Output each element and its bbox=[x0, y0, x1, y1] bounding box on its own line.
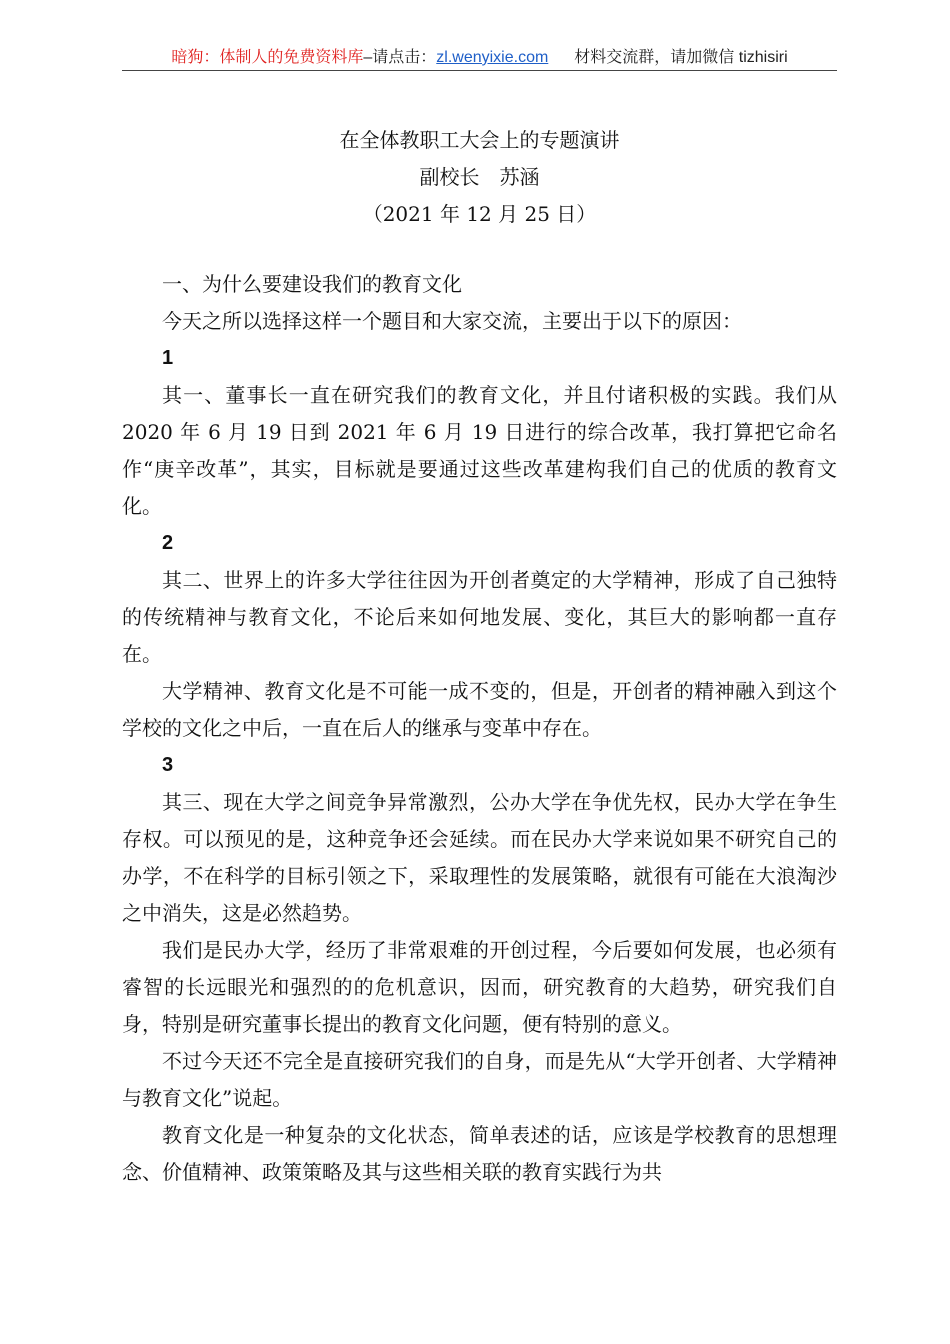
paragraph-definition: 教育文化是一种复杂的文化状态，简单表述的话，应该是学校教育的思想理念、价值精神、政策策略及其与这些相关联的教育实践行为共 bbox=[122, 1123, 837, 1184]
intro-paragraph: 今天之所以选择这样一个题目和大家交流，主要出于以下的原因： bbox=[162, 309, 742, 333]
paragraph-point-3: 其三、现在大学之间竞争异常激烈，公办大学在争优先权，民办大学在争生存权。可以预见的是，这种竞争还会延续。而在民办大学来说如果不研究自己的办学，不在科学的目标引领之下，采取理性的发展策略，就很有可能在大浪淘沙之中消失，这是必然趋势。 bbox=[122, 790, 837, 925]
point-number-1: 1 bbox=[162, 347, 174, 369]
paragraph-point-1: 其一、董事长一直在研究我们的教育文化，并且付诸积极的实践。我们从 2020 年 6 月 19 日到 2021 年 6 月 19 日进行的综合改革，我打算把它命名作“庚辛改革”，其实，目标就是要通过这些改革建构我们自己的优质的教育文化。 bbox=[122, 383, 837, 518]
header-rule bbox=[122, 70, 837, 71]
point-number-2: 2 bbox=[162, 532, 174, 554]
document-body bbox=[122, 266, 837, 1191]
header-right-text: 材料交流群，请加微信 tizhisiri bbox=[574, 49, 788, 66]
paragraph-point-3-cont: 我们是民办大学，经历了非常艰难的开创过程，今后要如何发展，也必须有睿智的长远眼光和强烈的的危机意识，因而，研究教育的大趋势，研究我们自身，特别是研究董事长提出的教育文化问题，便有特别的意义。 bbox=[122, 938, 837, 1036]
paragraph-point-2: 其二、世界上的许多大学往往因为开创者奠定的大学精神，形成了自己独特的传统精神与教育文化，不论后来如何地发展、变化，其巨大的影响都一直存在。 bbox=[122, 568, 837, 666]
header-url-link[interactable]: zl.wenyixie.com bbox=[436, 49, 549, 66]
header-brand: 暗狗：体制人的免费资料库 bbox=[171, 49, 364, 66]
paragraph-point-2-cont: 大学精神、教育文化是不可能一成不变的，但是，开创者的精神融入到这个学校的文化之中后，一直在后人的继承与变革中存在。 bbox=[122, 679, 837, 740]
header-click-prefix: –请点击： bbox=[363, 49, 437, 66]
section-heading: 一、为什么要建设我们的教育文化 bbox=[162, 272, 462, 296]
page-header bbox=[122, 46, 837, 72]
point-number-3: 3 bbox=[162, 754, 174, 776]
document-date: （2021 年 12 月 25 日） bbox=[362, 202, 597, 226]
document-title: 在全体教职工大会上的专题演讲 bbox=[339, 128, 620, 152]
document-author: 副校长 苏涵 bbox=[419, 165, 540, 189]
paragraph-transition: 不过今天还不完全是直接研究我们的自身，而是先从“大学开创者、大学精神与教育文化”说起。 bbox=[122, 1049, 837, 1110]
